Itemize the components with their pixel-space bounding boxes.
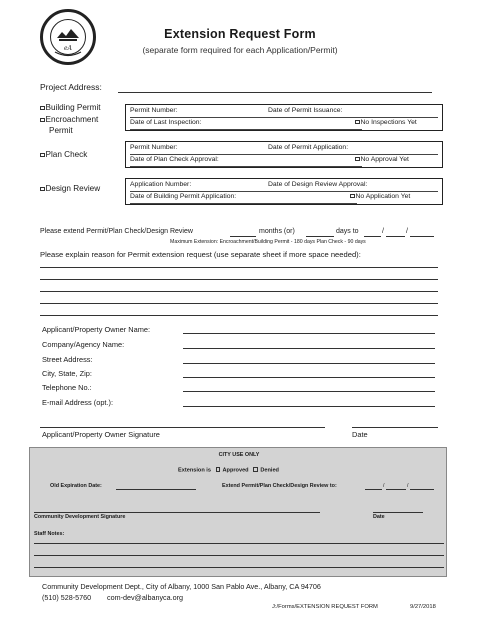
plancheck-row-2-line[interactable] [130, 166, 362, 167]
applicant-signature-field[interactable] [40, 427, 325, 428]
no-inspections-label: No Inspections Yet [360, 119, 417, 126]
cds-signature-label: Community Development Signature [34, 514, 126, 520]
email-field[interactable] [183, 406, 435, 407]
no-approval-label: No Approval Yet [360, 156, 409, 163]
applicant-date-field[interactable] [352, 427, 438, 428]
no-approval-checkbox[interactable] [355, 157, 360, 162]
extend-date-month-field[interactable] [364, 236, 381, 237]
email-label: E-mail Address (opt.): [42, 398, 114, 407]
plancheck-row-1-line[interactable] [130, 154, 438, 155]
plancheck-approval-date-label: Date of Plan Check Approval: [130, 156, 219, 163]
city-state-zip-field[interactable] [183, 377, 435, 378]
approved-label: Approved [222, 467, 249, 474]
old-expiration-field[interactable] [116, 489, 196, 490]
explain-line-1[interactable] [40, 267, 438, 268]
company-name-field[interactable] [183, 348, 435, 349]
no-inspections-checkbox[interactable] [355, 120, 360, 125]
design-review-label: Design Review [45, 184, 101, 193]
building-permit-label: Building Permit [45, 103, 101, 112]
design-review-box [125, 178, 443, 205]
city-use-heading: CITY USE ONLY [218, 452, 260, 458]
plan-check-label: Plan Check [45, 150, 88, 159]
permit-application-date-label: Date of Permit Application: [268, 144, 349, 151]
denied-label: Denied [260, 467, 279, 474]
application-number-label: Application Number: [130, 181, 192, 188]
svg-text:eA: eA [64, 45, 72, 52]
building-permit-application-date-label: Date of Building Permit Application: [130, 193, 237, 200]
permit-number-label: Permit Number: [130, 107, 178, 114]
extend-days-field[interactable] [306, 236, 334, 237]
staff-notes-line-3[interactable] [34, 567, 444, 568]
encroachment-permit-option[interactable] [40, 115, 98, 124]
design-review-approval-date-label: Date of Design Review Approval: [268, 181, 368, 188]
design-review-checkbox[interactable] [40, 187, 45, 192]
plan-check-option[interactable] [40, 150, 87, 159]
cds-date-field[interactable] [373, 512, 423, 513]
design-review-option[interactable] [40, 184, 100, 193]
design-row-2-line[interactable] [130, 203, 357, 204]
encroachment-label: Encroachment [45, 115, 99, 124]
footer-file-ref: J:/Forms/EXTENSION REQUEST FORM [272, 604, 378, 610]
footer-phone: (510) 528-5760 [42, 593, 92, 602]
project-address-label: Project Address: [40, 82, 102, 92]
building-row-2-line[interactable] [130, 129, 362, 130]
form-title: Extension Request Form [164, 27, 316, 41]
footer-file-date: 9/27/2018 [410, 604, 436, 610]
footer-address: Community Development Dept., City of Albany, 1000 San Pablo Ave., Albany, CA 94706 [42, 582, 321, 591]
extension-is-label: Extension is [178, 467, 211, 474]
staff-notes-line-2[interactable] [34, 555, 444, 556]
staff-notes-label: Staff Notes: [34, 531, 65, 537]
applicant-name-field[interactable] [183, 333, 435, 334]
encroachment-permit-checkbox[interactable] [40, 118, 45, 123]
explain-line-5[interactable] [40, 315, 438, 316]
project-address-field[interactable] [118, 92, 432, 93]
telephone-field[interactable] [183, 391, 435, 392]
street-address-label: Street Address: [42, 355, 93, 364]
encroachment-label-cont: Permit [49, 126, 73, 135]
plan-check-box [125, 141, 443, 168]
extend-date-day-field[interactable] [386, 236, 405, 237]
applicant-name-label: Applicant/Property Owner Name: [42, 325, 151, 334]
extension-is-row [178, 467, 279, 474]
building-permit-box [125, 104, 443, 131]
city-state-zip-label: City, State, Zip: [42, 369, 92, 378]
explain-line-2[interactable] [40, 279, 438, 280]
extend-text-3: days to [336, 228, 359, 235]
company-name-label: Company/Agency Name: [42, 340, 125, 349]
extend-text-2: months (or) [259, 228, 295, 235]
explain-reason-label: Please explain reason for Permit extension request (use separate sheet if more space needed): [40, 250, 361, 259]
extend-text-1: Please extend Permit/Plan Check/Design Review [40, 228, 193, 235]
no-approval-option[interactable] [355, 156, 409, 163]
plan-check-checkbox[interactable] [40, 153, 45, 158]
no-application-label: No Application Yet [355, 193, 411, 200]
extend-to-month-field[interactable] [365, 489, 382, 490]
signature-date-label: Date [352, 430, 368, 439]
city-use-only-panel: CITY USE ONLY Extension is Approved Denied Old Expiration Date: Extend Permit/Plan Check/Design Review to: / / Community Development Signature Date Staff Notes: [29, 447, 447, 577]
footer-email[interactable]: com-dev@albanyca.org [107, 593, 184, 602]
no-inspections-option[interactable] [355, 119, 417, 126]
no-application-checkbox[interactable] [350, 194, 355, 199]
extend-date-year-field[interactable] [410, 236, 434, 237]
permit-issuance-label: Date of Permit Issuance: [268, 107, 343, 114]
extend-to-label: Extend Permit/Plan Check/Design Review to: [222, 483, 337, 489]
old-expiration-label: Old Expiration Date: [50, 483, 102, 489]
form-subtitle: (separate form required for each Application/Permit) [142, 45, 338, 55]
explain-line-4[interactable] [40, 303, 438, 304]
building-row-1-line[interactable] [130, 117, 438, 118]
maximum-extension-note: Maximum Extension: Encroachment/Building Permit - 180 days Plan Check - 90 days [170, 239, 366, 245]
building-permit-checkbox[interactable] [40, 106, 45, 111]
telephone-label: Telephone No.: [42, 383, 92, 392]
extend-to-year-field[interactable] [410, 489, 434, 490]
building-permit-option[interactable] [40, 103, 101, 112]
extend-months-field[interactable] [230, 236, 256, 237]
staff-notes-line-1[interactable] [34, 543, 444, 544]
extend-to-day-field[interactable] [386, 489, 406, 490]
approved-checkbox[interactable] [216, 467, 221, 472]
plancheck-permit-number-label: Permit Number: [130, 144, 178, 151]
cds-date-label: Date [373, 514, 385, 520]
explain-line-3[interactable] [40, 291, 438, 292]
cds-signature-field[interactable] [34, 512, 320, 513]
signature-label: Applicant/Property Owner Signature [42, 430, 160, 439]
last-inspection-label: Date of Last Inspection: [130, 119, 202, 126]
denied-checkbox[interactable] [253, 467, 258, 472]
design-row-1-line[interactable] [130, 191, 438, 192]
no-application-option[interactable] [350, 193, 410, 200]
street-address-field[interactable] [183, 363, 435, 364]
